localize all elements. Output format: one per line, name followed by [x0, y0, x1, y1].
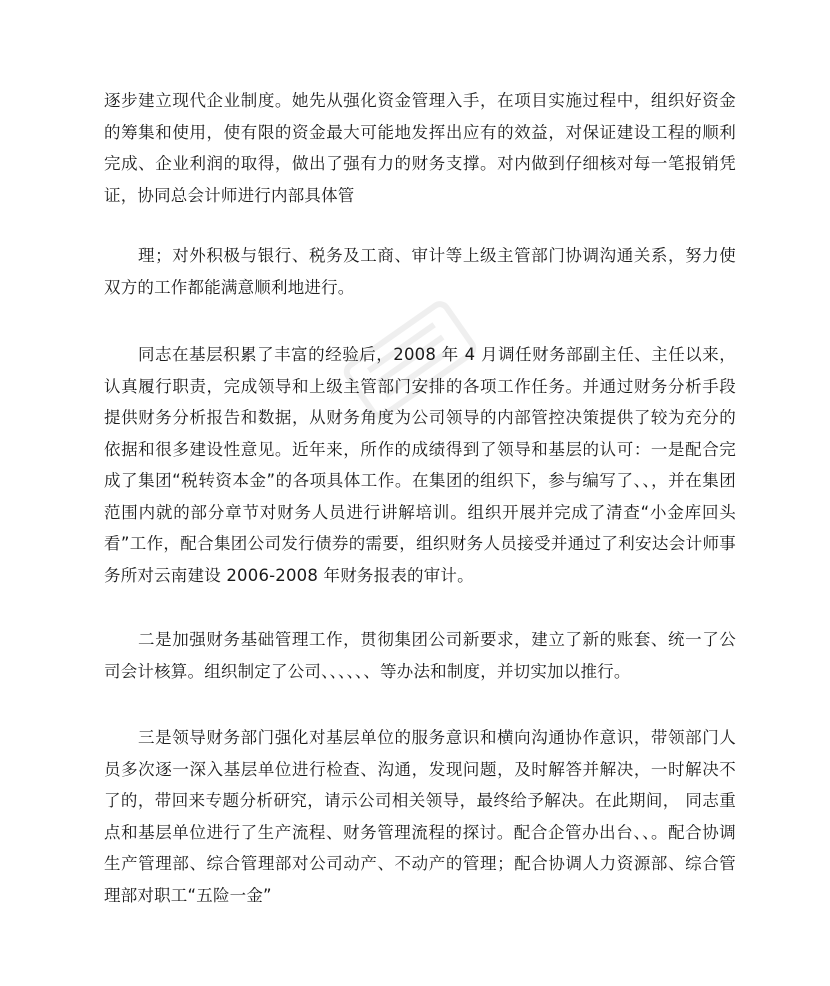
- paragraph-3: 同志在基层积累了丰富的经验后，2008 年 4 月调任财务部副主任、主任以来，认真履行职责，完成领导和上级主管部门安排的各项工作任务。并通过财务分析手段提供财务分析报告和数据，从财务角度为公司领导的内部管控决策提供了较为充分的依据和很多建设性意见。近年来，所作的成绩得到了领导和基层的认可：一是配合完成了集团“税转资本金”的各项具体工作。在集团的组织下，参与编写了、、，并在集团范围内就的部分章节对财务人员进行讲解培训。组织开展并完成了清查“小金库回头看”工作，配合集团公司发行债券的需要，组织财务人员接受并通过了利安达会计师事务所对云南建设 2006-2008 年财务报表的审计。: [104, 345, 736, 585]
- paragraph-1: 逐步建立现代企业制度。她先从强化资金管理入手，在项目实施过程中，组织好资金的筹集和使用，使有限的资金最大可能地发挥出应有的效益，对保证建设工程的顺利完成、企业利润的取得，做出了强有力的财务支撑。对内做到仔细核对每一笔报销凭证，协同总会计师进行内部具体管: [104, 91, 736, 205]
- paragraph-2: 理；对外积极与银行、税务及工商、审计等上级主管部门协调沟通关系，努力使双方的工作都能满意顺利地进行。: [104, 246, 736, 297]
- paragraph-5: 三是领导财务部门强化对基层单位的服务意识和横向沟通协作意识，带领部门人员多次逐一深入基层单位进行检查、沟通，发现问题，及时解答并解决，一时解决不了的，带回来专题分析研究，请示公司相关领导，最终给予解决。在此期间， 同志重点和基层单位进行了生产流程、财务管理流程的探讨。配合企管办出台、、。配合协调生产管理部、综合管理部对公司动产、不动产的管理；配合协调人力资源部、综合管理部对职工“五险一金”: [104, 728, 736, 905]
- paragraph-4: 二是加强财务基础管理工作，贯彻集团公司新要求，建立了新的账套、统一了公司会计核算。组织制定了公司、、、、、、等办法和制度，并切实加以推行。: [104, 630, 736, 681]
